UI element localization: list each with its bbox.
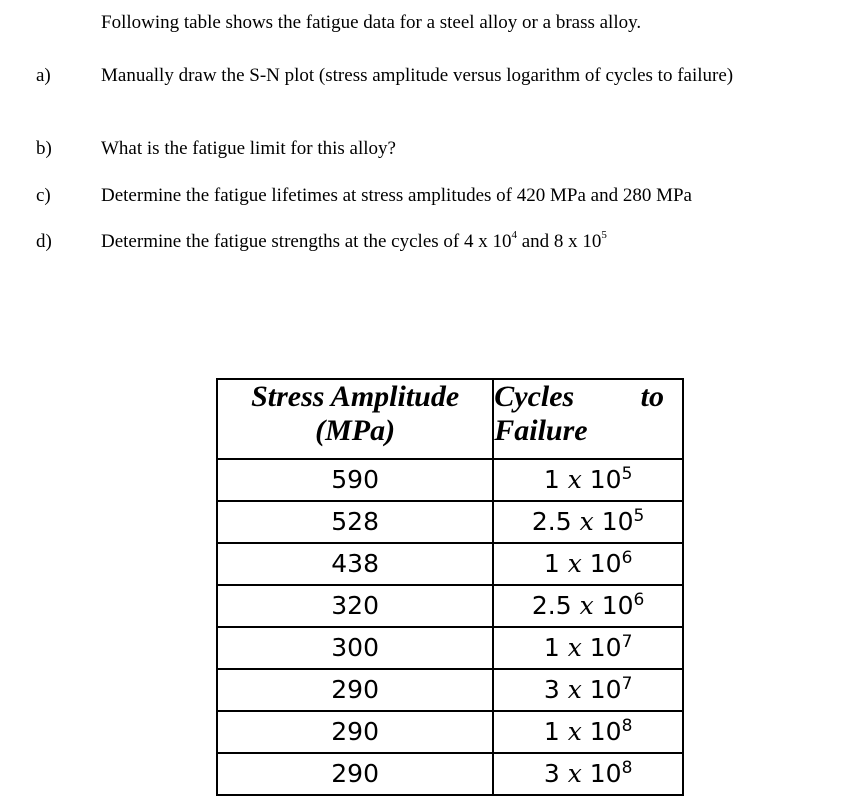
header-cycles-to-failure [493, 379, 683, 459]
question-d-text [101, 231, 607, 253]
cycles-to-failure-cell: 2.5 x $10^5$ [493, 501, 683, 543]
question-a-text: Manually draw the S-N plot (stress amplitude versus logarithm of cycles to failure) [101, 65, 734, 86]
question-b-text: What is the fatigue limit for this alloy? [101, 138, 396, 159]
cycles-exponent: 6 [621, 548, 633, 568]
stress-amplitude-cell: 320 [217, 585, 493, 627]
cycles-to-failure-cell: 1 x $10^8$ [493, 711, 683, 753]
cycles-to-failure-cell: 1 x $10^5$ [493, 459, 683, 501]
table-row [217, 711, 683, 753]
question-d-letter: d) [36, 231, 52, 252]
header-cycles-word2: to [640, 380, 664, 413]
cycles-exponent: 6 [633, 590, 645, 610]
cycles-mantissa: 1 [543, 633, 560, 662]
cycles-base: 10 [601, 591, 634, 620]
question-b-letter: b) [36, 138, 52, 159]
cycles-mantissa: 3 [543, 675, 560, 704]
stress-amplitude-cell: 290 [217, 669, 493, 711]
header-cycles-word1: Cycles [494, 380, 575, 413]
cycles-base: 10 [589, 759, 622, 788]
stress-amplitude-cell: 438 [217, 543, 493, 585]
intro-text: Following table shows the fatigue data for a steel alloy or a brass alloy. [101, 12, 642, 33]
table-row [217, 627, 683, 669]
cycles-exponent: 7 [621, 632, 633, 652]
cycles-exponent: 5 [621, 464, 633, 484]
header-cycles-line1 [494, 380, 682, 414]
question-c-letter: c) [36, 185, 51, 206]
table-row [217, 669, 683, 711]
question-a-letter: a) [36, 65, 51, 86]
table-row [217, 585, 683, 627]
header-stress-line1: Stress Amplitude [251, 380, 460, 413]
cycles-mantissa: 1 [543, 717, 560, 746]
cycles-mantissa: 3 [543, 759, 560, 788]
cycles-exponent: 5 [633, 506, 645, 526]
cycles-to-failure-cell: 1 x $10^7$ [493, 627, 683, 669]
stress-amplitude-cell: 290 [217, 753, 493, 795]
stress-amplitude-cell: 300 [217, 627, 493, 669]
header-stress-line2: (MPa) [315, 414, 396, 447]
cycles-base: 10 [589, 633, 622, 662]
cycles-to-failure-cell: 3 x $10^7$ [493, 669, 683, 711]
fatigue-data-table [216, 378, 684, 796]
table-row [217, 753, 683, 795]
header-stress-amplitude [217, 379, 493, 459]
question-c-text: Determine the fatigue lifetimes at stress amplitudes of 420 MPa and 280 MPa [101, 185, 692, 206]
cycles-base: 10 [589, 465, 622, 494]
cycles-base: 10 [589, 717, 622, 746]
cycles-mantissa: 2.5 [531, 507, 572, 536]
table-row [217, 459, 683, 501]
table-row [217, 543, 683, 585]
cycles-mantissa: 2.5 [531, 591, 572, 620]
cycles-to-failure-cell: 2.5 x $10^6$ [493, 585, 683, 627]
cycles-base: 10 [589, 549, 622, 578]
stress-amplitude-cell: 528 [217, 501, 493, 543]
cycles-exponent: 8 [621, 758, 633, 778]
cycles-mantissa: 1 [543, 549, 560, 578]
cycles-base: 10 [601, 507, 634, 536]
question-d-exponent-2: 5 [601, 229, 607, 241]
stress-amplitude-cell: 590 [217, 459, 493, 501]
header-cycles-line2: Failure [494, 414, 588, 447]
cycles-mantissa: 1 [543, 465, 560, 494]
table-header-row [217, 379, 683, 459]
table-row [217, 501, 683, 543]
table-body [217, 459, 683, 795]
question-d-text-middle: and 8 x 10 [516, 231, 602, 252]
question-d-exponent-1: 4 [511, 229, 517, 241]
cycles-to-failure-cell: 1 x $10^6$ [493, 543, 683, 585]
cycles-base: 10 [589, 675, 622, 704]
question-d-text-start: Determine the fatigue strengths at the cycles of 4 x 10 [101, 231, 512, 252]
cycles-exponent: 8 [621, 716, 633, 736]
stress-amplitude-cell: 290 [217, 711, 493, 753]
cycles-exponent: 7 [621, 674, 633, 694]
cycles-to-failure-cell: 3 x $10^8$ [493, 753, 683, 795]
